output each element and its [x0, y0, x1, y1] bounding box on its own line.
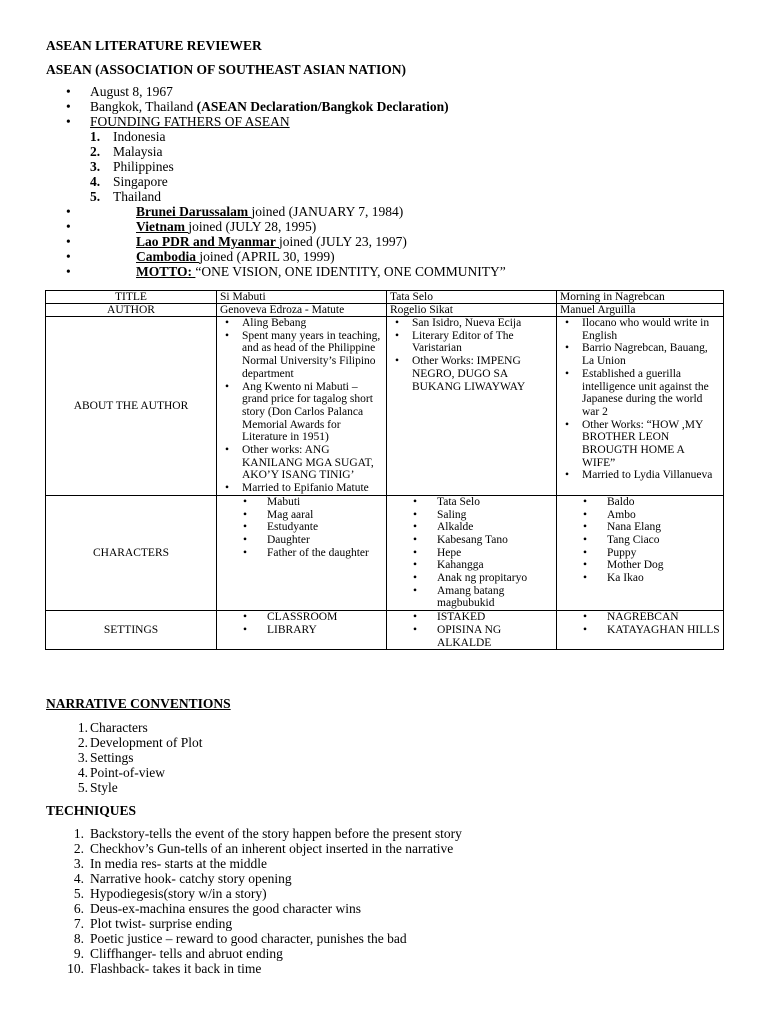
cell-author: Manuel Arguilla — [557, 304, 724, 317]
literature-table — [45, 290, 724, 650]
list-item: 7. Plot twist- surprise ending — [73, 916, 233, 931]
list-item: • Married to Epifanio Matute — [242, 482, 383, 495]
list-item: • Alkalde — [437, 521, 553, 534]
fact-founding-label: • FOUNDING FATHERS OF ASEAN — [46, 114, 506, 129]
cell-about — [217, 317, 387, 496]
list-item: 5. Hypodiegesis(story w/in a story) — [73, 886, 267, 901]
narrative-heading: NARRATIVE CONVENTIONS — [46, 696, 231, 711]
techniques-list — [46, 826, 462, 976]
list-item: 8. Poetic justice – reward to good character, punishes the bad — [73, 931, 407, 946]
row-label-author: AUTHOR — [46, 304, 217, 317]
list-item: • LIBRARY — [267, 624, 383, 637]
list-item: • KATAYAGHAN HILLS — [607, 624, 720, 637]
cell-characters — [557, 495, 724, 610]
list-item: • OPISINA NG ALKALDE — [437, 624, 553, 649]
list-item: 3. In media res- starts at the middle — [73, 856, 267, 871]
list-item: • Barrio Nagrebcan, Bauang, La Union — [582, 342, 720, 367]
row-label-settings: SETTINGS — [46, 611, 217, 650]
row-label-title: TITLE — [46, 291, 217, 304]
table-row — [46, 291, 724, 304]
list-item: 2. Development of Plot — [77, 735, 203, 750]
list-item: 9. Cliffhanger- tells and abruot ending — [73, 946, 283, 961]
list-item: • Other Works: IMPENG NEGRO, DUGO SA BUKANG LIWAYWAY — [412, 355, 553, 393]
list-item: • Ka Ikao — [607, 572, 720, 585]
list-item: 10. Flashback- takes it back in time — [67, 961, 262, 976]
list-item: • Baldo — [607, 496, 720, 509]
founder-item: 3. Philippines — [90, 159, 174, 174]
list-item: • Literary Editor of The Varistarian — [412, 330, 553, 355]
table-row — [46, 611, 724, 650]
doc-subtitle: ASEAN (ASSOCIATION OF SOUTHEAST ASIAN NATION) — [46, 62, 406, 77]
list-item: • Kabesang Tano — [437, 534, 553, 547]
list-item: • Mother Dog — [607, 559, 720, 572]
founder-item: 1. Indonesia — [90, 129, 166, 144]
list-item: • Saling — [437, 509, 553, 522]
joined-item: • Cambodia joined (APRIL 30, 1999) — [46, 249, 506, 264]
list-item: • San Isidro, Nueva Ecija — [412, 317, 553, 330]
list-item: • Mag aaral — [267, 509, 383, 522]
list-item: • Ilocano who would write in English — [582, 317, 720, 342]
cell-title: Tata Selo — [387, 291, 557, 304]
list-item: 4. Narrative hook- catchy story opening — [73, 871, 292, 886]
cell-author: Rogelio Sikat — [387, 304, 557, 317]
list-item: • Ambo — [607, 509, 720, 522]
doc-title: ASEAN LITERATURE REVIEWER — [46, 38, 262, 53]
cell-characters — [217, 495, 387, 610]
table-row — [46, 495, 724, 610]
techniques-heading: TECHNIQUES — [46, 803, 137, 818]
list-item: • NAGREBCAN — [607, 611, 720, 624]
founder-item: 2. Malaysia — [90, 144, 163, 159]
list-item: • Estudyante — [267, 521, 383, 534]
cell-title: Morning in Nagrebcan — [557, 291, 724, 304]
cell-about — [387, 317, 557, 496]
founder-item: 5. Thailand — [90, 189, 161, 204]
list-item: • Nana Elang — [607, 521, 720, 534]
cell-settings — [387, 611, 557, 650]
founder-item: 4. Singapore — [90, 174, 168, 189]
joined-item: • Vietnam joined (JULY 28, 1995) — [46, 219, 506, 234]
list-item: • Amang batang magbubukid — [437, 585, 553, 610]
list-item: • Hepe — [437, 547, 553, 560]
cell-settings — [217, 611, 387, 650]
cell-author: Genoveva Edroza - Matute — [217, 304, 387, 317]
row-label-about: ABOUT THE AUTHOR — [46, 317, 217, 496]
list-item: 6. Deus-ex-machina ensures the good character wins — [73, 901, 362, 916]
cell-title: Si Mabuti — [217, 291, 387, 304]
list-item: • Married to Lydia Villanueva — [582, 469, 720, 482]
table-row — [46, 317, 724, 496]
joined-item: • Lao PDR and Myanmar joined (JULY 23, 1997) — [46, 234, 506, 249]
list-item: • Daughter — [267, 534, 383, 547]
list-item: • ISTAKED — [437, 611, 553, 624]
cell-about — [557, 317, 724, 496]
fact-place: • Bangkok, Thailand (ASEAN Declaration/Bangkok Declaration) — [46, 99, 506, 114]
row-label-characters: CHARACTERS — [46, 495, 217, 610]
list-item: 1. Characters — [77, 720, 148, 735]
fact-date: • August 8, 1967 — [46, 84, 506, 99]
list-item: • Ang Kwento ni Mabuti – grand price for tagalog short story (Don Carlos Palanca Memorial Awards for Literature in 1951) — [242, 381, 383, 445]
list-item: 3. Settings — [77, 750, 134, 765]
list-item: • Tata Selo — [437, 496, 553, 509]
list-item: • Puppy — [607, 547, 720, 560]
list-item: • Kahangga — [437, 559, 553, 572]
narrative-list — [46, 720, 202, 795]
cell-settings — [557, 611, 724, 650]
cell-characters — [387, 495, 557, 610]
list-item: • Spent many years in teaching, and as head of the Philippine Normal University’s Filipino department — [242, 330, 383, 381]
list-item: • Other works: ANG KANILANG MGA SUGAT, AKO’Y ISANG TINIG’ — [242, 444, 383, 482]
list-item: • Mabuti — [267, 496, 383, 509]
list-item: 5. Style — [77, 780, 118, 795]
list-item: 4. Point-of-view — [77, 765, 165, 780]
joined-item: • Brunei Darussalam joined (JANUARY 7, 1984) — [46, 204, 506, 219]
table-row — [46, 304, 724, 317]
list-item: • CLASSROOM — [267, 611, 383, 624]
list-item: • Aling Bebang — [242, 317, 383, 330]
list-item: • Other Works: “HOW ,MY BROTHER LEON BROUGTH HOME A WIFE” — [582, 419, 720, 470]
motto-item: • MOTTO: “ONE VISION, ONE IDENTITY, ONE COMMUNITY” — [46, 264, 506, 279]
list-item: • Established a guerilla intelligence unit against the Japanese during the world war 2 — [582, 368, 720, 419]
list-item: 2. Checkhov’s Gun-tells of an inherent object inserted in the narrative — [73, 841, 454, 856]
list-item: 1. Backstory-tells the event of the story happen before the present story — [73, 826, 462, 841]
list-item: • Tang Ciaco — [607, 534, 720, 547]
list-item: • Anak ng propitaryo — [437, 572, 553, 585]
asean-facts-list — [46, 84, 506, 279]
list-item: • Father of the daughter — [267, 547, 383, 560]
